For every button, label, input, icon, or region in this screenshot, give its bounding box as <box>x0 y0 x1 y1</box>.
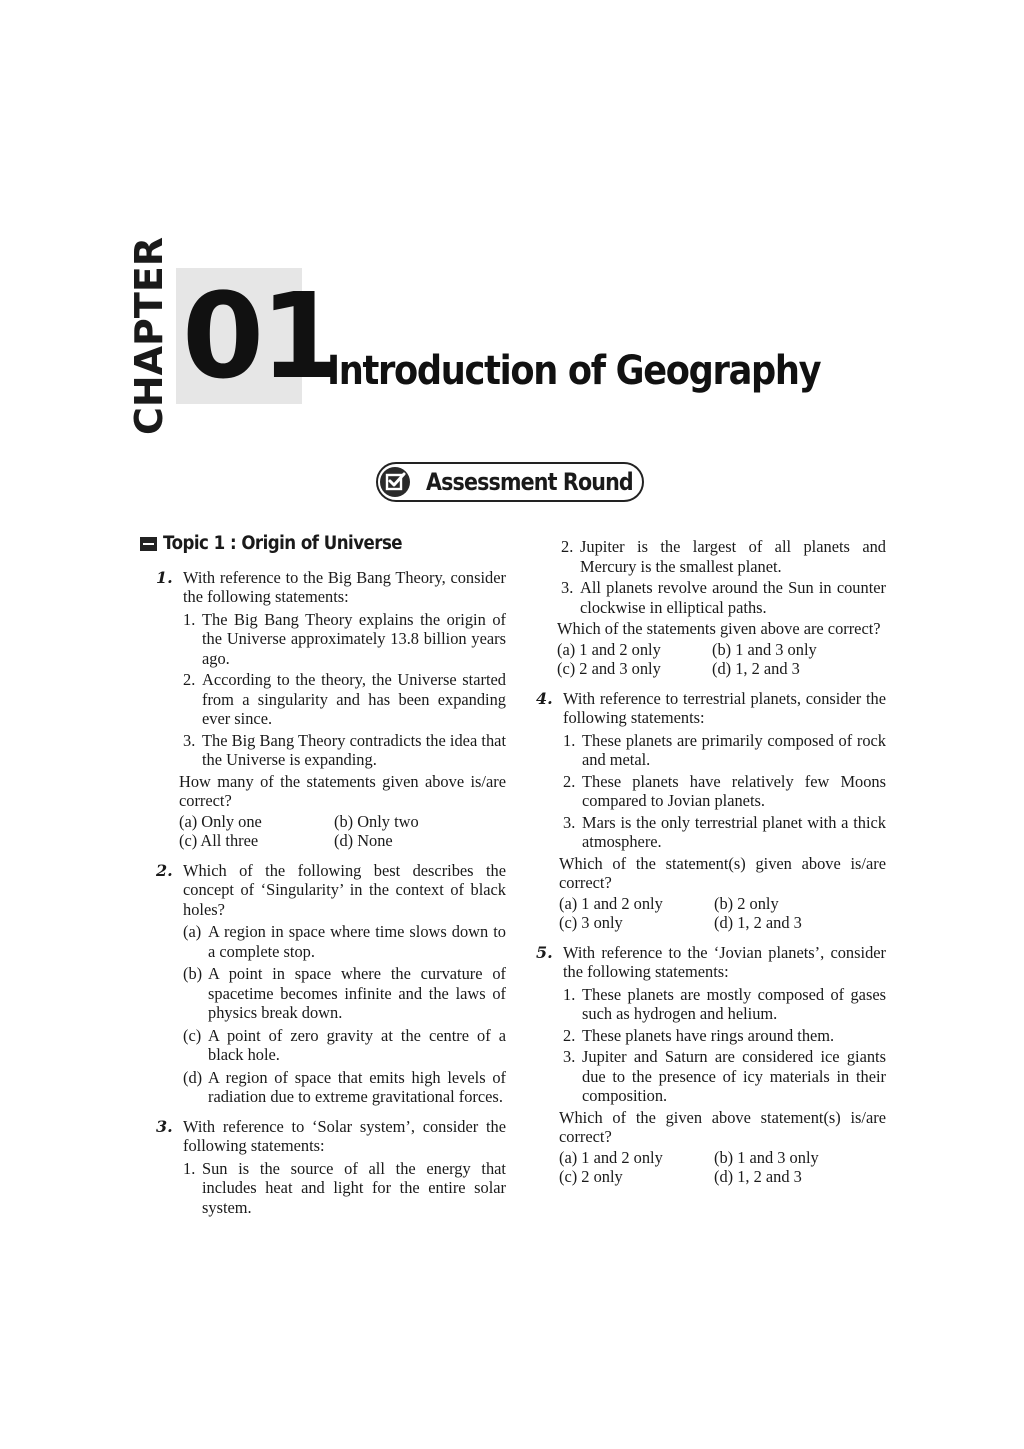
option-b: (b) Only two <box>334 811 419 831</box>
checkbox-icon <box>380 467 410 497</box>
topic-square-icon <box>140 537 157 551</box>
statement <box>563 985 886 1024</box>
question-text: With reference to ‘Solar system’, consider the following statements: <box>183 1116 506 1155</box>
assessment-round-label: Assessment Round <box>426 468 633 496</box>
answer-options <box>559 1148 886 1187</box>
statement <box>561 578 886 617</box>
statement-number: 1. <box>563 984 576 1004</box>
answer-options <box>179 812 506 851</box>
statement-text: All planets revolve around the Sun in counter clockwise in elliptical paths. <box>580 578 886 617</box>
option-b: (b) 2 only <box>714 893 779 913</box>
right-column <box>536 537 886 1195</box>
statement-number: 1. <box>563 730 576 750</box>
chapter-word <box>124 236 174 436</box>
question-number: 3. <box>156 1116 173 1136</box>
option-d: (d) 1, 2 and 3 <box>712 659 800 678</box>
option-a: (a) Only one <box>179 811 262 831</box>
statement-text: Mars is the only terrestrial planet with a thick atmosphere. <box>582 812 886 851</box>
option-letter: (d) <box>183 1067 203 1087</box>
statement <box>563 1026 886 1046</box>
question-number: 4. <box>536 688 553 708</box>
question-text: With reference to the Big Bang Theory, consider the following statements: <box>183 567 506 606</box>
option-b: (b) 1 and 3 only <box>714 1147 819 1167</box>
question-1 <box>140 568 506 851</box>
option-a <box>183 922 506 961</box>
question-5 <box>536 942 886 1187</box>
option-letter: (a) <box>183 922 202 941</box>
left-column <box>140 534 506 1225</box>
statement-text: According to the theory, the Universe started from a singularity and has been expanding ever since. <box>202 670 506 728</box>
option-c: (c) All three <box>179 831 259 850</box>
question-prompt: How many of the statements given above is/are correct? <box>179 771 506 810</box>
option-a: (a) 1 and 2 only <box>559 893 663 913</box>
answer-options <box>559 894 886 933</box>
answer-options <box>557 640 886 679</box>
option-b: (b) 1 and 3 only <box>712 639 817 659</box>
chapter-number: 01 <box>182 267 339 405</box>
option-b <box>183 964 506 1023</box>
question-text: With reference to the ‘Jovian planets’, consider the following statements: <box>563 942 886 981</box>
question-2 <box>140 861 506 1107</box>
question-3 <box>140 1117 506 1218</box>
statement-text: These planets have rings around them. <box>582 1025 835 1045</box>
topic-heading <box>140 534 506 554</box>
option-d: (d) 1, 2 and 3 <box>714 1167 802 1186</box>
option-c: (c) 2 and 3 only <box>557 659 661 678</box>
question-text: Which of the following best describes the concept of ‘Singularity’ in the context of black holes? <box>183 860 506 919</box>
option-c: (c) 2 only <box>559 1167 623 1186</box>
statement-text: These planets are mostly composed of gases such as hydrogen and helium. <box>582 984 886 1023</box>
option-text: A point of zero gravity at the centre of a black hole. <box>208 1025 506 1064</box>
statement <box>183 610 506 669</box>
statement-text: These planets have relatively few Moons compared to Jovian planets. <box>582 771 886 810</box>
statement <box>183 731 506 770</box>
option-d: (d) None <box>334 831 393 850</box>
statement-number: 3. <box>183 730 196 750</box>
statement <box>183 670 506 729</box>
statement <box>563 1047 886 1106</box>
option-d <box>183 1068 506 1107</box>
statement-text: Sun is the source of all the energy that includes heat and light for the entire solar system. <box>202 1158 506 1217</box>
option-a: (a) 1 and 2 only <box>557 639 661 659</box>
statement <box>561 537 886 576</box>
statement <box>563 731 886 770</box>
statement-text: These planets are primarily composed of rock and metal. <box>582 730 886 769</box>
statement <box>183 1159 506 1218</box>
statement-number: 2. <box>563 1025 576 1045</box>
question-prompt: Which of the given above statement(s) is/are correct? <box>559 1107 886 1146</box>
statement-text: Jupiter is the largest of all planets and Mercury is the smallest planet. <box>580 537 886 576</box>
question-3-continued <box>540 537 886 679</box>
statement <box>563 772 886 811</box>
statement-number: 2. <box>563 771 576 791</box>
option-c <box>183 1026 506 1065</box>
topic-label: Topic 1 : Origin of Universe <box>163 533 403 554</box>
question-4 <box>536 688 886 933</box>
option-letter: (c) <box>183 1025 202 1045</box>
option-d: (d) 1, 2 and 3 <box>714 913 802 932</box>
option-text: A region in space where time slows down to a complete stop. <box>208 922 506 961</box>
statement-text: Jupiter and Saturn are considered ice giants due to the presence of icy materials in their composition. <box>582 1047 886 1105</box>
question-number: 2. <box>156 860 173 880</box>
statement <box>563 813 886 852</box>
statement-text: The Big Bang Theory explains the origin of the Universe approximately 13.8 billion years ago. <box>202 609 506 668</box>
chapter-word-text: CHAPTER <box>127 236 171 436</box>
option-text: A region of space that emits high levels of radiation due to extreme gravitational forces. <box>208 1067 506 1106</box>
chapter-title: Introduction of Geography <box>327 348 821 394</box>
question-number: 1. <box>156 567 173 587</box>
statement-number: 2. <box>561 537 574 556</box>
statement-number: 3. <box>561 578 574 597</box>
statement-number: 3. <box>563 1047 576 1066</box>
statement-number: 1. <box>183 1158 196 1178</box>
statement-number: 1. <box>183 609 196 629</box>
question-number: 5. <box>536 942 553 962</box>
option-a: (a) 1 and 2 only <box>559 1147 663 1167</box>
statement-number: 3. <box>563 812 576 832</box>
option-letter: (b) <box>183 964 203 983</box>
question-prompt: Which of the statements given above are correct? <box>557 619 881 638</box>
question-prompt: Which of the statement(s) given above is/are correct? <box>559 853 886 892</box>
option-text: A point in space where the curvature of spacetime becomes infinite and the laws of physics break down. <box>208 964 506 1022</box>
assessment-round-badge <box>376 462 644 502</box>
option-c: (c) 3 only <box>559 913 623 932</box>
question-text: With reference to terrestrial planets, consider the following statements: <box>563 688 886 727</box>
statement-number: 2. <box>183 670 196 689</box>
statement-text: The Big Bang Theory contradicts the idea that the Universe is expanding. <box>202 730 506 769</box>
